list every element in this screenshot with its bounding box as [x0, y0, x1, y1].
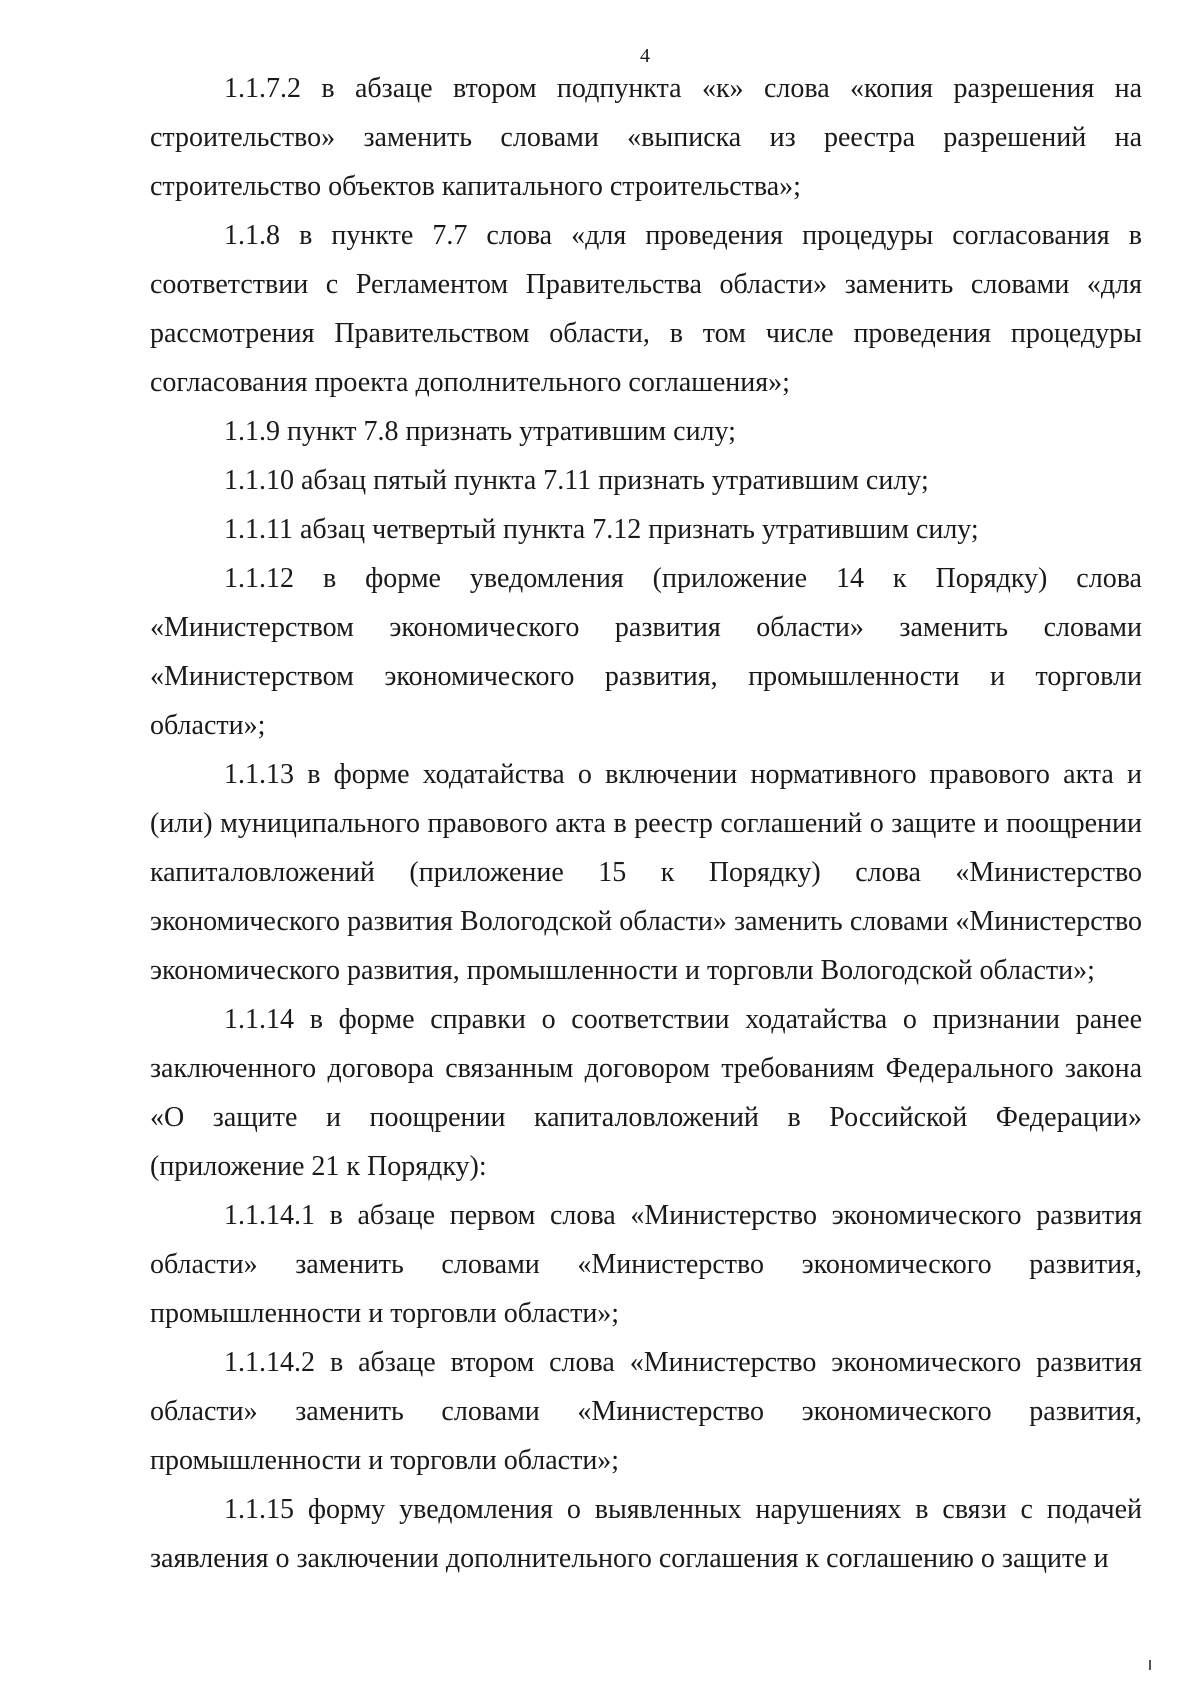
paragraph-1-1-8: 1.1.8 в пункте 7.7 слова «для проведения процедуры согласования в соответствии с Регламентом Правительства области» заменить словами «для рассмотрения Правительством области, в том числе проведения процедуры согласования проекта дополнительного соглашения»; [150, 220, 1142, 398]
scan-edge-mark [1149, 1660, 1151, 1670]
paragraph-1-1-9: 1.1.9 пункт 7.8 признать утратившим силу; [224, 416, 736, 447]
paragraph-1-1-14-2: 1.1.14.2 в абзаце втором слова «Министерство экономического развития области» заменить словами «Министерство экономического развития, промышленности и торговли области»; [150, 1347, 1142, 1476]
paragraph-1-1-12: 1.1.12 в форме уведомления (приложение 14 к Порядку) слова «Министерством экономического развития области» заменить словами «Министерством экономического развития, промышленности и торговли области»; [150, 563, 1142, 741]
paragraph-1-1-15: 1.1.15 форму уведомления о выявленных нарушениях в связи с подачей заявления о заключении дополнительного соглашения к соглашению о защите и [150, 1494, 1142, 1574]
paragraph-1-1-7-2: 1.1.7.2 в абзаце втором подпункта «к» слова «копия разрешения на строительство» заменить словами «выписка из реестра разрешений на строительство объектов капитального строительства»; [150, 73, 1142, 202]
document-body [150, 64, 1142, 1583]
paragraph-1-1-11: 1.1.11 абзац четвертый пункта 7.12 признать утратившим силу; [224, 514, 979, 545]
paragraph-1-1-10: 1.1.10 абзац пятый пункта 7.11 признать утратившим силу; [224, 465, 929, 496]
page-number: 4 [640, 45, 650, 67]
paragraph-1-1-13: 1.1.13 в форме ходатайства о включении нормативного правового акта и (или) муниципального правового акта в реестр соглашений о защите и поощрении капиталовложений (приложение 15 к Порядку) слова «Министерство экономического развития Вологодской области» заменить словами «Министерство экономического развития, промышленности и торговли Вологодской области»; [150, 759, 1142, 986]
paragraph-1-1-14-1: 1.1.14.1 в абзаце первом слова «Министерство экономического развития области» заменить словами «Министерство экономического развития, промышленности и торговли области»; [150, 1200, 1142, 1329]
paragraph-1-1-14: 1.1.14 в форме справки о соответствии ходатайства о признании ранее заключенного договора связанным договором требованиям Федерального закона «О защите и поощрении капиталовложений в Российской Федерации» (приложение 21 к Порядку): [150, 1004, 1142, 1182]
